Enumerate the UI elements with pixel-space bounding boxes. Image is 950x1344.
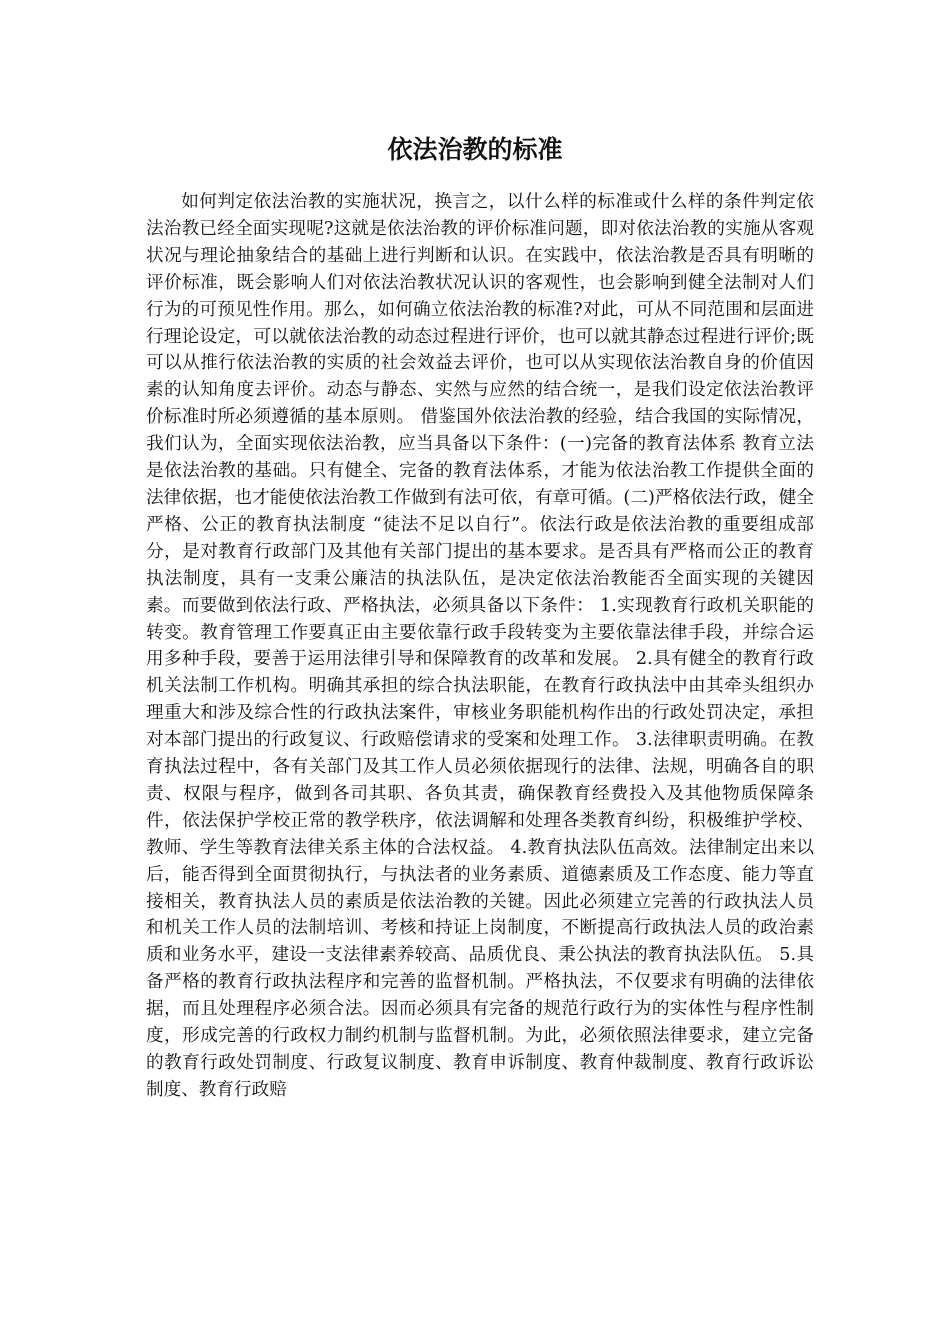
document-title: 依法治教的标准 (387, 135, 563, 164)
document-body-paragraph: 如何判定依法治教的实施状况，换言之，以什么样的标准或什么样的条件判定依法治教已经全面实现呢?这就是依法治教的评价标准问题，即对依法治教的实施从客观状况与理论抽象结合的基础上进行判断和认识。在实践中，依法治教是否具有明晰的评价标准，既会影响人们对依法治教状况认识的客观性，也会影响到健全法制对人们行为的可预见性作用。那么，如何确立依法治教的标准?对此，可从不同范围和层面进行理论设定，可以就依法治教的动态过程进行评价，也可以就其静态过程进行评价;既可以从推行依法治教的实质的社会效益去评价，也可以从实现依法治教自身的价值因素的认知角度去评价。动态与静态、实然与应然的结合统一，是我们设定依法治教评价标准时所必须遵循的基本原则。 借鉴国外依法治教的经验，结合我国的实际情况，我们认为，全面实现依法治教，应当具备以下条件：(一)完备的教育法体系 教育立法是依法治教的基础。只有健全、完备的教育法体系，才能为依法治教工作提供全面的法律依据，也才能使依法治教工作做到有法可依，有章可循。(二)严格依法行政，健全严格、公正的教育执法制度 “徒法不足以自行”。依法行政是依法治教的重要组成部分，是对教育行政部门及其他有关部门提出的基本要求。是否具有严格而公正的教育执法制度，具有一支秉公廉洁的执法队伍，是决定依法治教能否全面实现的关键因素。而要做到依法行政、严格执法，必须具备以下条件： 1.实现教育行政机关职能的转变。教育管理工作要真正由主要依靠行政手段转变为主要依靠法律手段，并综合运用多种手段，要善于运用法律引导和保障教育的改革和发展。 2.具有健全的教育行政机关法制工作机构。明确其承担的综合执法职能，在教育行政执法中由其牵头组织办理重大和涉及综合性的行政执法案件，审核业务职能机构作出的行政处罚决定，承担对本部门提出的行政复议、行政赔偿请求的受案和处理工作。 3.法律职责明确。在教育执法过程中，各有关部门及其工作人员必须依据现行的法律、法规，明确各自的职责、权限与程序，做到各司其职、各负其责，确保教育经费投入及其他物质保障条件，依法保护学校正常的教学秩序，依法调解和处理各类教育纠纷，积极维护学校、教师、学生等教育法律关系主体的合法权益。 4.教育执法队伍高效。法律制定出来以后，能否得到全面贯彻执行，与执法者的业务素质、道德素质及工作态度、能力等直接相关，教育执法人员的素质是依法治教的关键。因此必须建立完善的行政执法人员和机关工作人员的法制培训、考核和持证上岗制度，不断提高行政执法人员的政治素质和业务水平，建设一支法律素养较高、品质优良、秉公执法的教育执法队伍。 5.具备严格的教育行政执法程序和完善的监督机制。严格执法，不仅要求有明确的法律依据，而且处理程序必须合法。因而必须具有完备的规范行政行为的实体性与程序性制度，形成完善的行政权力制约机制与监督机制。为此，必须依照法律要求，建立完备的教育行政处罚制度、行政复议制度、教育申诉制度、教育仲裁制度、教育行政诉讼制度、教育行政赔 (146, 192, 814, 1100)
